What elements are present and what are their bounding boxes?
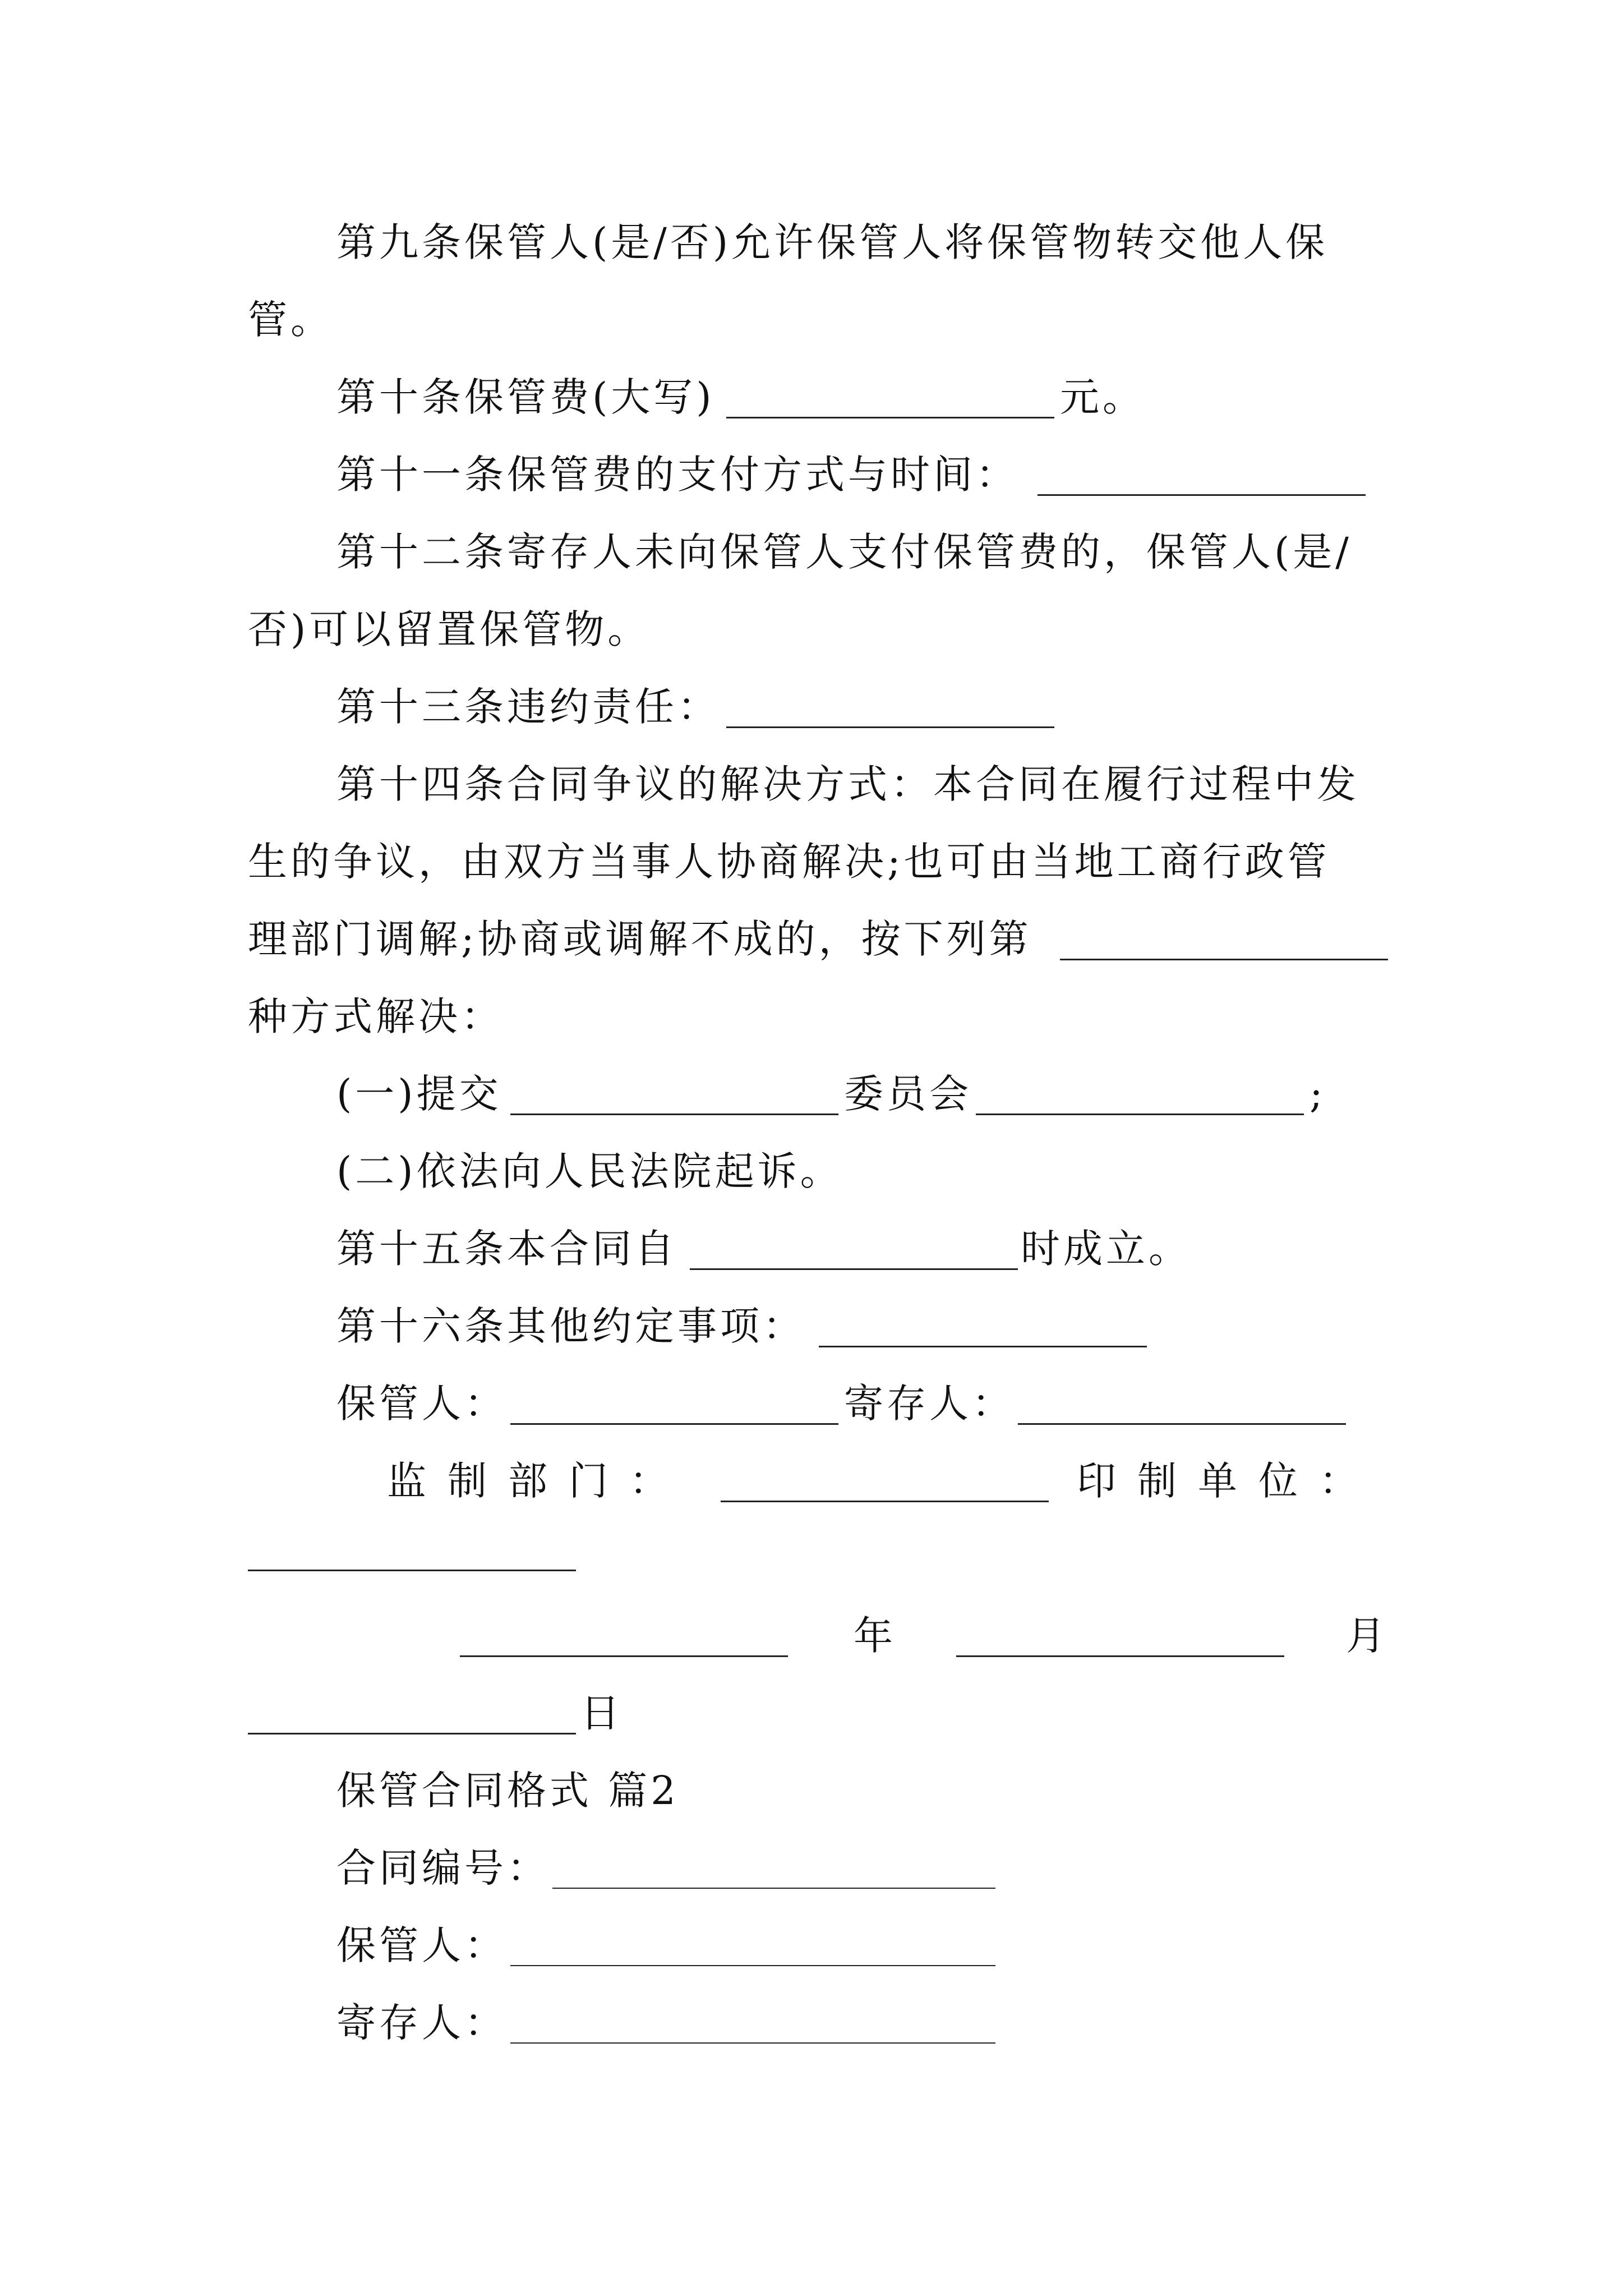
liability-blank[interactable] [726, 726, 1054, 728]
article-14-line1 [0, 751, 1623, 818]
resolution-method-blank[interactable] [1060, 959, 1388, 960]
printer-blank-line [0, 1525, 1623, 1592]
article-14-text-2: 生的争议，由双方当事人协商解决;也可由当地工商行政管 [248, 839, 1330, 885]
article-16-text: 第十六条其他约定事项： [336, 1303, 805, 1349]
section-2-depositor-line [0, 1989, 1623, 2056]
article-15 [0, 1215, 1623, 1282]
section-2-title [0, 1757, 1623, 1824]
article-9-line1 [0, 209, 1623, 276]
year-blank[interactable] [460, 1655, 788, 1657]
date-line [0, 1602, 1623, 1669]
article-15-text: 第十五条本合同自 [336, 1226, 677, 1272]
article-11-text: 第十一条保管费的支付方式与时间： [336, 452, 1018, 498]
section-2-custodian-label: 保管人： [336, 1922, 507, 1968]
month-label: 月 [1346, 1613, 1389, 1659]
article-12-text: 第十二条寄存人未向保管人支付保管费的，保管人(是/ [336, 529, 1352, 575]
article-15-end: 时成立。 [1021, 1226, 1191, 1272]
article-11 [0, 441, 1623, 508]
section-2-depositor-label: 寄存人： [336, 2000, 507, 2046]
article-10 [0, 364, 1623, 431]
section-2-custodian-line [0, 1912, 1623, 1979]
article-9-line2 [0, 286, 1623, 353]
article-10-text: 第十条保管费(大写) [336, 374, 715, 420]
payment-blank[interactable] [1038, 494, 1366, 496]
article-9-text: 第九条保管人(是/否)允许保管人将保管物转交他人保 [336, 219, 1329, 265]
committee-label: 委员会 [844, 1071, 972, 1117]
supervise-blank[interactable] [721, 1501, 1049, 1502]
article-14-line4 [0, 983, 1623, 1050]
month-blank[interactable] [956, 1655, 1284, 1657]
article-14-text-4: 种方式解决： [248, 993, 504, 1039]
year-label: 年 [854, 1613, 896, 1659]
arbitration-name-blank[interactable] [510, 1114, 838, 1115]
custodian-signature-blank[interactable] [510, 1423, 838, 1425]
article-14-line2 [0, 828, 1623, 895]
article-12-line1 [0, 518, 1623, 586]
item-1-end: ; [1310, 1071, 1326, 1117]
contract-number-label: 合同编号： [336, 1845, 550, 1891]
fee-blank[interactable] [726, 417, 1054, 418]
item-2 [0, 1138, 1623, 1205]
article-13 [0, 673, 1623, 740]
day-blank[interactable] [248, 1733, 576, 1734]
printer-label: 印制单位： [1077, 1458, 1380, 1504]
effective-condition-blank[interactable] [690, 1268, 1018, 1270]
article-10-unit: 元。 [1060, 374, 1145, 420]
article-9-text-cont: 管。 [248, 297, 333, 343]
day-label: 日 [580, 1690, 623, 1736]
depositor-label: 寄存人： [844, 1381, 1015, 1427]
article-14-text-3: 理部门调解;协商或调解不成的，按下列第 [248, 916, 1032, 962]
item-2-text: (二)依法向人民法院起诉。 [336, 1148, 843, 1194]
supervise-label: 监制部门： [387, 1458, 690, 1504]
section-2-custodian-blank[interactable] [510, 1965, 995, 1966]
signature-line [0, 1370, 1623, 1437]
section-2-heading: 保管合同格式 篇2 [336, 1768, 679, 1814]
other-terms-blank[interactable] [819, 1346, 1147, 1347]
supervise-line [0, 1447, 1623, 1515]
depositor-signature-blank[interactable] [1018, 1423, 1346, 1425]
article-14-text: 第十四条合同争议的解决方式：本合同在履行过程中发 [336, 761, 1359, 807]
day-line [0, 1680, 1623, 1747]
article-14-line3 [0, 905, 1623, 973]
contract-number-blank[interactable] [552, 1888, 995, 1889]
article-16 [0, 1292, 1623, 1360]
item-1-text: (一)提交 [336, 1071, 502, 1117]
article-12-text-cont: 否)可以留置保管物。 [248, 606, 651, 652]
item-1 [0, 1060, 1623, 1128]
custodian-label: 保管人： [336, 1381, 507, 1427]
contract-number-line [0, 1834, 1623, 1902]
committee-blank[interactable] [976, 1114, 1304, 1115]
section-2-depositor-blank[interactable] [510, 2042, 995, 2044]
printer-blank[interactable] [248, 1570, 576, 1571]
article-12-line2 [0, 596, 1623, 663]
article-13-text: 第十三条违约责任： [336, 684, 720, 730]
